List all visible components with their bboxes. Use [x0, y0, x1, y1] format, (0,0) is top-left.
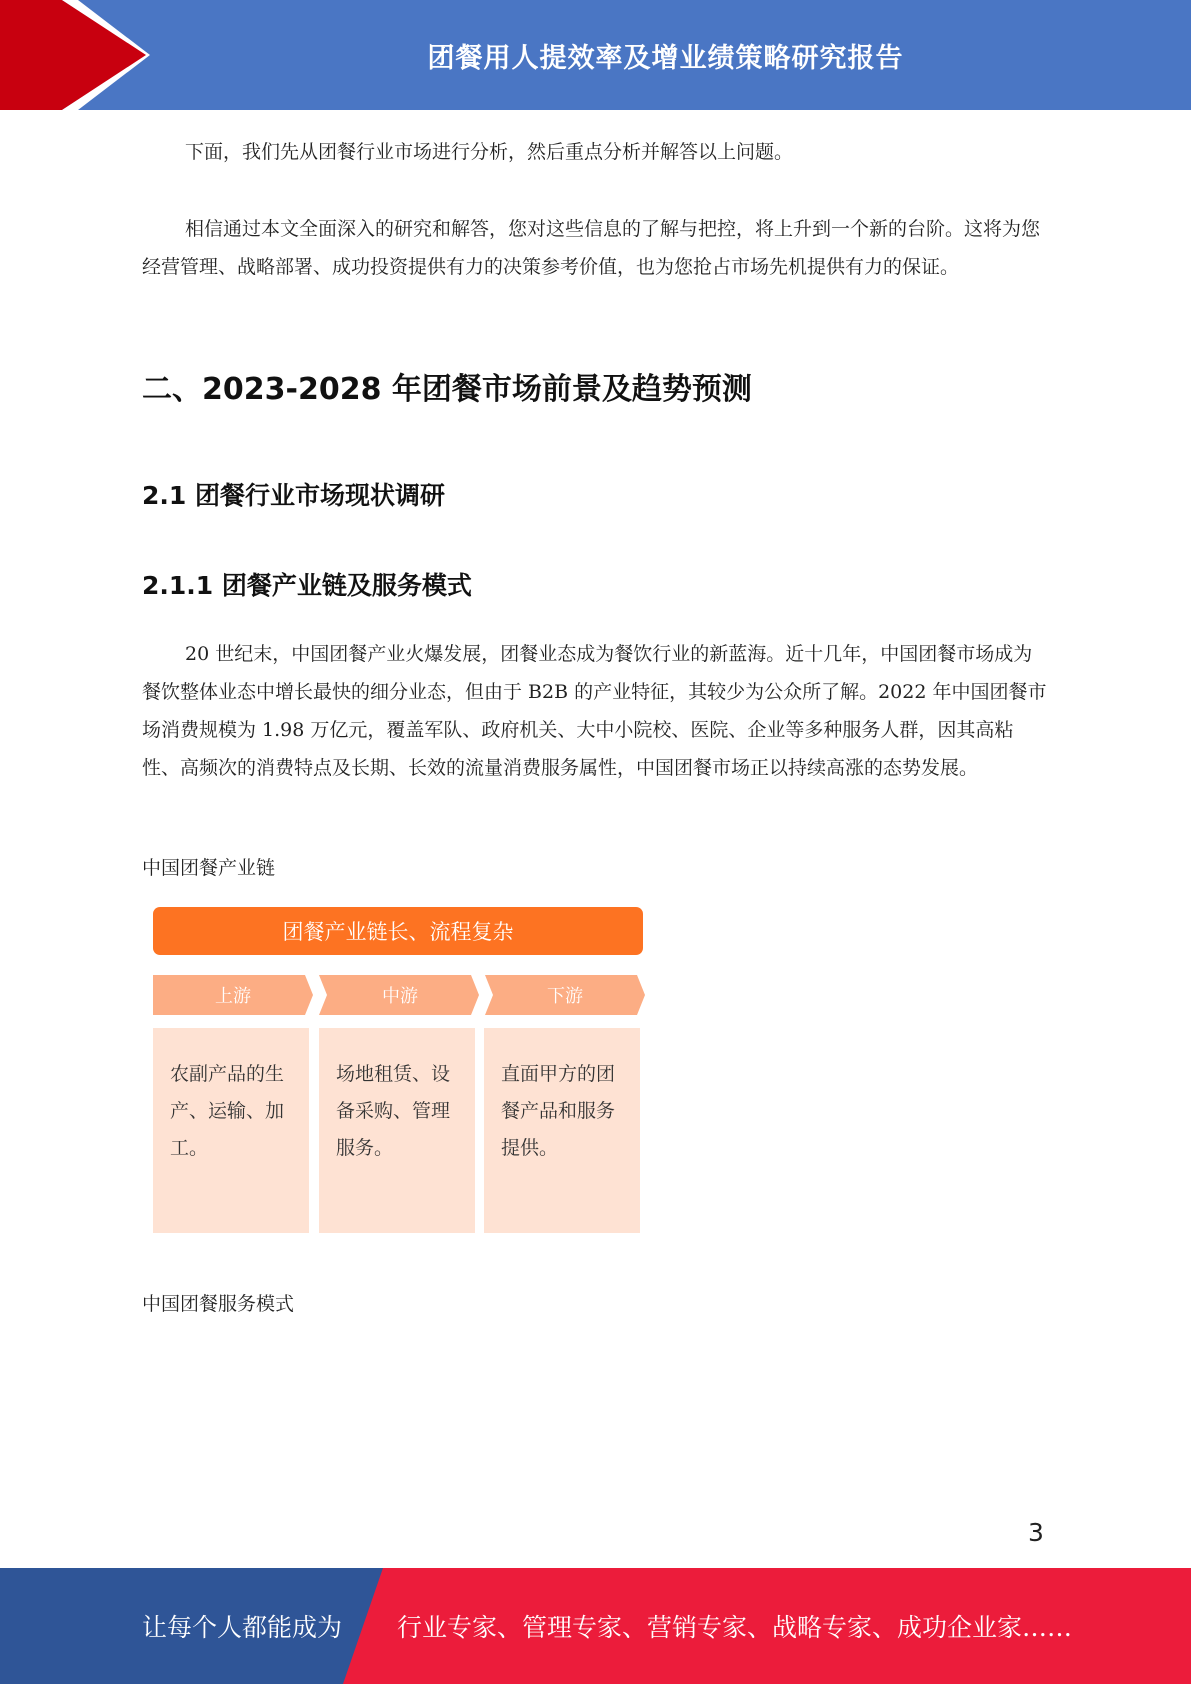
stage-label-upstream: 上游: [215, 986, 251, 1007]
stage-box-midstream: 场地租赁、设备采购、管理服务。: [319, 1028, 475, 1233]
intro-paragraph: 下面，我们先从团餐行业市场进行分析，然后重点分析并解答以上问题。: [185, 141, 794, 163]
header-title: 团餐用人提效率及增业绩策略研究报告: [427, 42, 904, 74]
chain-banner: 团餐产业链长、流程复杂: [153, 907, 643, 955]
footer-slogan-right: 行业专家、管理专家、营销专家、战略专家、成功企业家……: [397, 1613, 1073, 1642]
market-paragraph: 20 世纪末，中国团餐产业火爆发展，团餐业态成为餐饮行业的新蓝海。近十几年，中国团餐市场成为餐饮整体业态中增长最快的细分业态，但由于 B2B 的产业特征，其较少为公众所了解。2022 年中国团餐市场消费规模为 1.98 万亿元，覆盖军队、政府机关、大中小院校、医院、企业等多种服务人群，因其高粘性、高频次的消费特点及长期、长效的流量消费服务属性，中国团餐市场正以持续高涨的态势发展。: [142, 643, 1047, 779]
stage-label-downstream: 下游: [547, 986, 583, 1007]
stage-box-downstream: 直面甲方的团餐产品和服务提供。: [484, 1028, 640, 1233]
summary-paragraph: 相信通过本文全面深入的研究和解答，您对这些信息的了解与把控，将上升到一个新的台阶。这将为您经营管理、战略部署、成功投资提供有力的决策参考价值，也为您抢占市场先机提供有力的保证。: [142, 218, 1041, 278]
footer-slogan-left: 让每个人都能成为: [142, 1613, 343, 1642]
industry-chain-diagram: [150, 905, 646, 1235]
header-red-chevron: [0, 0, 160, 110]
service-mode-caption: 中国团餐服务模式: [142, 1293, 295, 1315]
chain-caption: 中国团餐产业链: [142, 857, 276, 879]
subsubsection-heading: 2.1.1 团餐产业链及服务模式: [142, 571, 472, 600]
page-number: 3: [1028, 1518, 1044, 1547]
stage-label-midstream: 中游: [382, 986, 418, 1007]
page-footer: [0, 1568, 1191, 1684]
section-heading: 二、2023-2028 年团餐市场前景及趋势预测: [142, 372, 752, 407]
stage-box-upstream: 农副产品的生产、运输、加工。: [153, 1028, 309, 1233]
subsection-heading: 2.1 团餐行业市场现状调研: [142, 481, 445, 510]
page-header: [0, 0, 1191, 110]
